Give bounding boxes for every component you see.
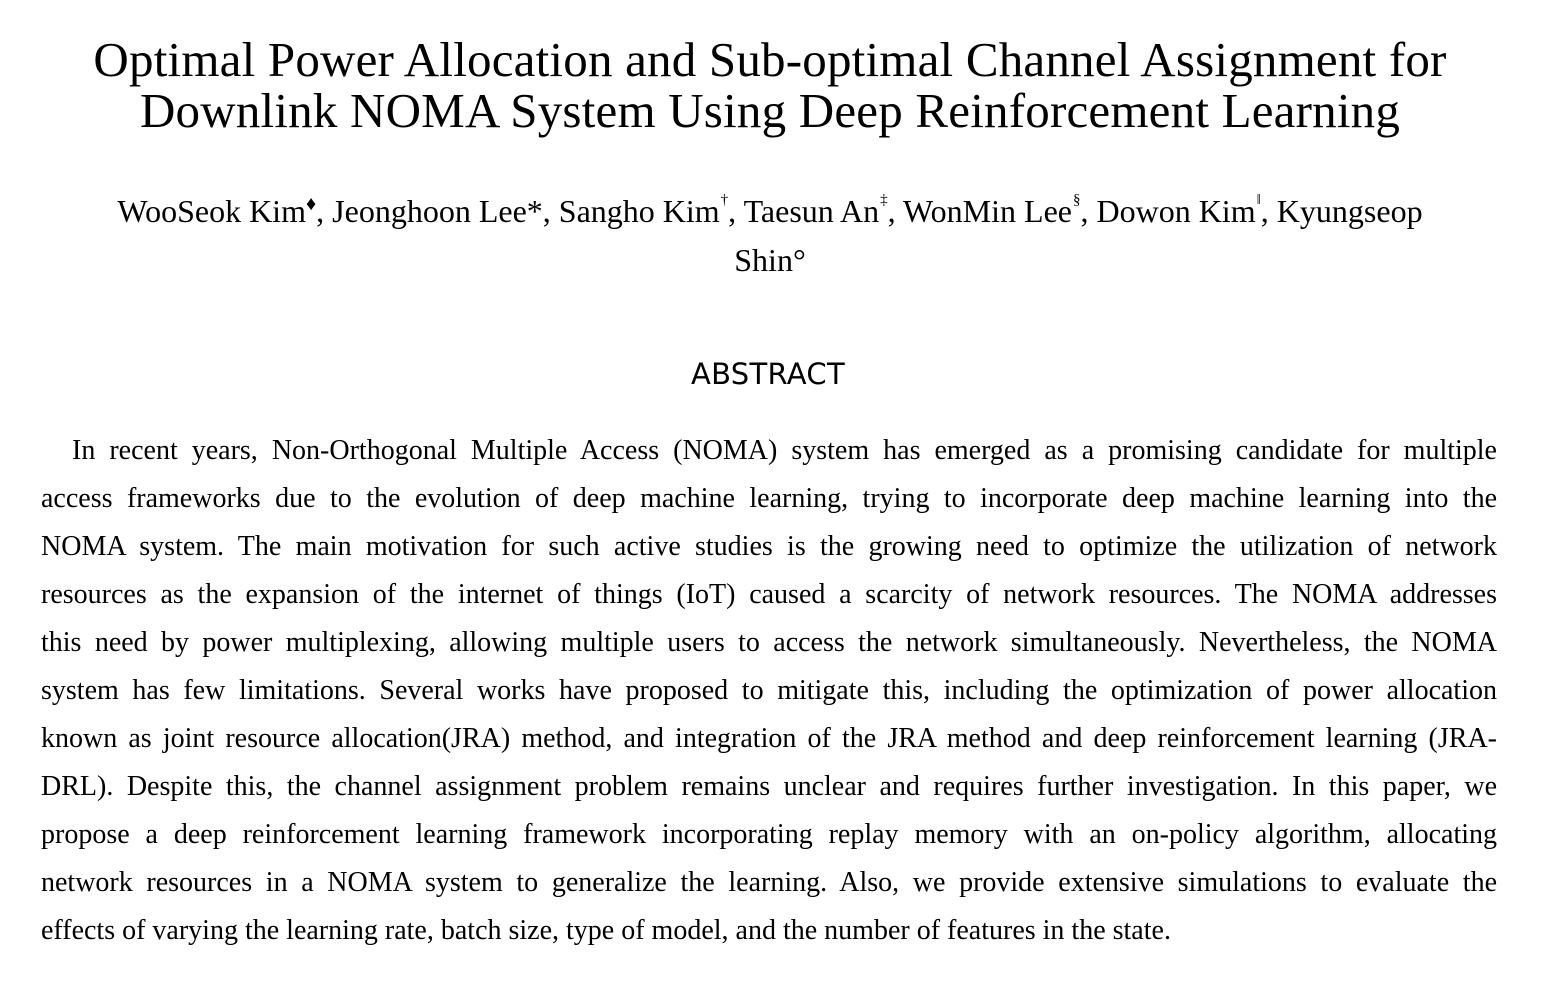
title-line: Optimal Power Allocation and Sub-optimal Channel Assignment for (93, 32, 1447, 87)
author-affiliation-mark: ♦ (305, 193, 317, 215)
author-name: Kyungseop (1276, 193, 1423, 229)
author-name: Dowon Kim (1096, 193, 1256, 229)
author-separator: , (1260, 193, 1277, 229)
title-line: Downlink NOMA System Using Deep Reinforcement Learning (139, 83, 1401, 138)
author-name: Taesun An (743, 193, 880, 229)
abstract-line: propose a deep reinforcement learning framework incorporating replay memory with an on-policy algorithm, allocating (41, 819, 1497, 850)
author-list (40, 187, 1500, 285)
abstract-body (41, 427, 1497, 955)
author-line (40, 187, 1500, 236)
author-name: WonMin Lee (903, 193, 1072, 229)
abstract-line: In recent years, Non-Orthogonal Multiple Access (NOMA) system has emerged as a promising candidate for multiple (72, 435, 1497, 466)
author-name: Shin° (734, 242, 806, 278)
author-name: Sangho Kim (558, 193, 720, 229)
author-name: WooSeok Kim (117, 193, 306, 229)
author-separator: , (316, 193, 333, 229)
author-separator: , (887, 193, 904, 229)
abstract-line: NOMA system. The main motivation for such active studies is the growing need to optimize the utilization of network (41, 531, 1497, 562)
author-affiliation-mark: ‡ (880, 192, 888, 208)
author-name: Jeonghoon Lee* (332, 193, 543, 229)
author-separator: , (728, 193, 744, 229)
author-separator: , (1080, 193, 1097, 229)
abstract-line: known as joint resource allocation(JRA) method, and integration of the JRA method and deep reinforcement learning (JRA- (41, 723, 1497, 754)
abstract-line: network resources in a NOMA system to generalize the learning. Also, we provide extensive simulations to evaluate the (41, 867, 1497, 898)
abstract-line: effects of varying the learning rate, batch size, type of model, and the number of features in the state. (41, 915, 1171, 946)
author-affiliation-mark: § (1072, 192, 1081, 208)
author-line (40, 236, 1500, 285)
abstract-line: system has few limitations. Several works have proposed to mitigate this, including the optimization of power allocation (41, 675, 1497, 706)
author-separator: , (542, 193, 559, 229)
paper-title (20, 34, 1520, 136)
abstract-line: resources as the expansion of the internet of things (IoT) caused a scarcity of network resources. The NOMA addresses (41, 579, 1497, 610)
abstract-line: access frameworks due to the evolution of deep machine learning, trying to incorporate deep machine learning into the (41, 483, 1497, 514)
author-affiliation-mark: ‖ (1256, 192, 1261, 208)
author-affiliation-mark: † (720, 192, 729, 208)
abstract-line: DRL). Despite this, the channel assignment problem remains unclear and requires further investigation. In this paper, we (41, 771, 1497, 802)
abstract-heading: ABSTRACT (690, 357, 845, 391)
abstract-line: this need by power multiplexing, allowing multiple users to access the network simultaneously. Nevertheless, the NOMA (41, 627, 1497, 658)
